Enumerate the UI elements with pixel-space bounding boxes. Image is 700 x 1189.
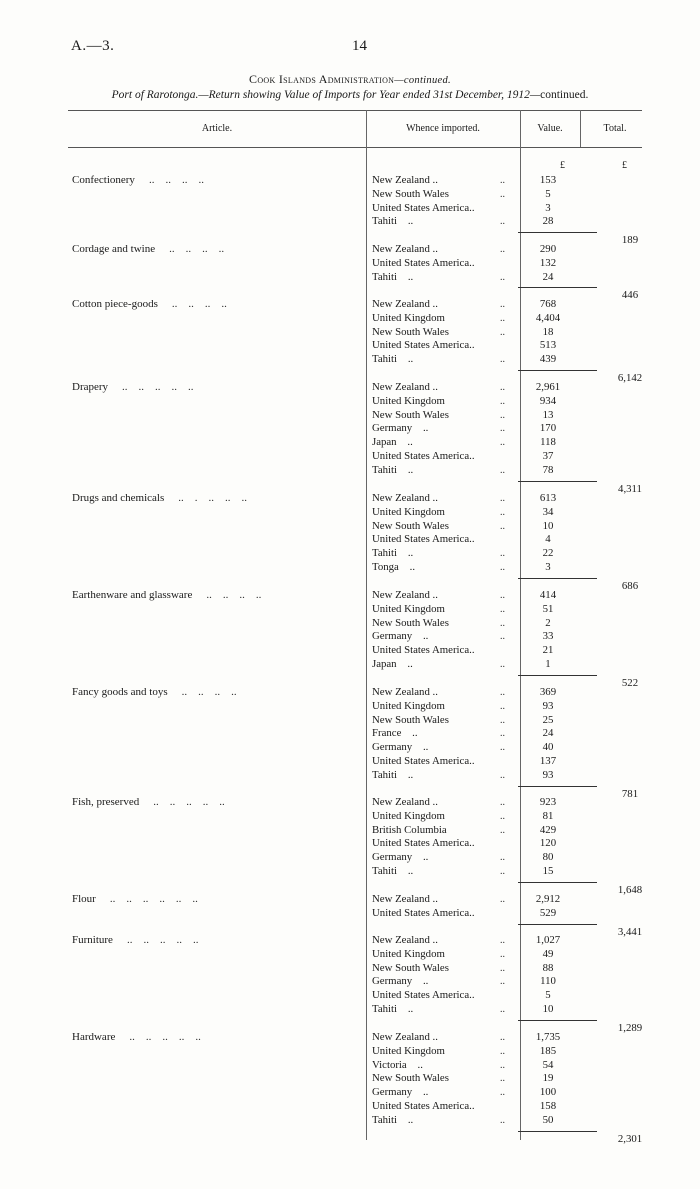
import-value: 50 [542,1113,554,1126]
origin-leader-dots: .. [500,810,505,822]
table-row [0,603,700,617]
origin-leader-dots: .. [500,603,505,615]
origin-country: New Zealand .. [372,298,438,310]
origin-country: Germany .. [372,741,429,754]
table-row [0,202,700,216]
table-row [0,893,700,907]
import-value: 1,027 [535,934,561,946]
article-total: 522 [621,676,639,689]
table-row [0,395,700,409]
origin-leader-dots: .. [500,326,505,338]
import-value: 34 [542,505,554,518]
table-row [0,520,700,534]
subtotal-rule [522,370,597,371]
article-leader-dots: .. .. .. .. .. .. [109,893,198,905]
subtitle-continued: continued. [540,89,589,101]
import-value: 49 [542,947,554,960]
table-row [0,1003,700,1017]
article-leader-dots: .. .. .. .. [169,243,225,255]
page-number: 14 [352,38,367,54]
table-row [0,644,700,658]
import-value: 54 [542,1058,554,1071]
origin-country: New Zealand .. [372,381,438,393]
table-row [0,409,700,423]
import-value: 37 [542,450,554,462]
import-value: 290 [539,243,557,255]
import-value: 768 [539,298,557,310]
article-label: Earthenware and glassware [72,589,193,601]
import-value: 132 [539,256,557,269]
subtotal-tick [518,578,522,579]
origin-leader-dots: .. [500,175,505,186]
origin-leader-dots: .. [500,894,505,905]
origin-country: United States America.. [372,256,475,269]
origin-leader-dots: .. [500,714,505,726]
table-row [0,989,700,1003]
origin-leader-dots: .. [500,1114,505,1126]
origin-leader-dots: .. [500,948,505,960]
import-value: 2,961 [535,381,561,393]
article-leader-dots: .. .. .. .. .. [153,796,225,808]
origin-country: New Zealand .. [372,492,438,504]
subtotal-tick [518,882,522,883]
import-value: 439 [539,353,557,366]
origin-country: Japan .. [372,658,413,670]
import-value: 80 [542,851,554,864]
column-header-whence: Whence imported. [406,123,480,134]
table-row [0,506,700,520]
origin-leader-dots: .. [500,548,505,560]
subtotal-rule [522,1131,597,1132]
table-row [0,630,700,644]
origin-country: Tonga .. [372,561,416,573]
import-value: 185 [539,1044,557,1057]
import-value: 18 [542,325,554,338]
subtotal-rule [522,882,597,883]
origin-country: Tahiti .. [372,865,414,877]
subtotal-rule [522,232,597,233]
article-label: Flour [72,893,96,905]
origin-country: New Zealand .. [372,589,438,601]
import-value: 4,404 [535,311,561,324]
subtotal-tick [518,786,522,787]
origin-country: United Kingdom [372,947,445,960]
origin-country: United States America.. [372,201,475,214]
article-leader-dots: .. .. .. .. .. [126,934,199,946]
page-subtitle [0,89,700,101]
origin-country: New South Wales [372,616,449,629]
table-row [0,741,700,755]
origin-country: United Kingdom [372,602,445,615]
origin-leader-dots: .. [500,976,505,988]
table-row [0,700,700,714]
origin-country: New South Wales [372,1072,449,1085]
origin-country: Victoria .. [372,1058,423,1071]
import-value: 923 [539,796,557,808]
origin-leader-dots: .. [500,631,505,643]
import-value: 33 [542,630,554,643]
import-value: 5 [545,187,551,200]
table-row [0,1059,700,1073]
origin-leader-dots: .. [500,769,505,781]
origin-country: New Zealand .. [372,174,438,186]
origin-leader-dots: .. [500,409,505,421]
import-value: 934 [539,394,557,407]
origin-leader-dots: .. [500,687,505,698]
origin-country: New South Wales [372,325,449,338]
origin-leader-dots: .. [500,728,505,740]
subtotal-rule [522,1020,597,1021]
origin-leader-dots: .. [500,464,505,476]
article-total: 6,142 [617,372,643,384]
import-value: 2 [545,616,551,629]
article-leader-dots: .. .. .. .. [171,298,227,310]
table-row [0,215,700,229]
origin-country: United States America.. [372,837,475,850]
subtotal-tick [518,1131,522,1132]
table-row [0,492,700,506]
column-header-article: Article. [201,123,233,134]
origin-country: United Kingdom [372,311,445,324]
article-total: 2,301 [617,1132,643,1145]
title-continued: —continued. [394,75,451,86]
table-row [0,339,700,353]
subtotal-tick [518,481,522,482]
subtotal-rule [522,675,597,676]
origin-leader-dots: .. [500,493,505,504]
origin-leader-dots: .. [500,1032,505,1043]
table-row [0,1045,700,1059]
article-label: Fancy goods and toys [72,686,168,698]
table-row [0,326,700,340]
import-value: 414 [539,589,557,601]
article-total: 781 [621,787,639,800]
table-row [0,1072,700,1086]
import-value: 15 [542,865,554,877]
origin-leader-dots: .. [500,244,505,255]
import-value: 5 [545,989,551,1002]
origin-country: Tahiti .. [372,353,414,366]
article-total: 4,311 [618,482,642,495]
origin-country: Germany .. [372,1086,429,1099]
article-leader-dots: .. .. .. .. .. [122,381,194,393]
origin-leader-dots: .. [500,395,505,407]
origin-country: New Zealand .. [372,686,438,698]
table-row [0,547,700,561]
import-value: 25 [542,713,554,726]
origin-country: Germany .. [372,851,429,864]
origin-country: New Zealand .. [372,243,438,255]
origin-leader-dots: .. [500,216,505,228]
import-value: 81 [542,809,554,822]
origin-country: Tahiti .. [372,547,414,560]
table-row [0,1100,700,1114]
table-row [0,257,700,271]
table-row [0,686,700,700]
subtotal-tick [518,232,522,233]
origin-leader-dots: .. [500,312,505,324]
origin-leader-dots: .. [500,562,505,573]
table-row [0,755,700,769]
import-value: 158 [539,1100,557,1112]
origin-country: United States America.. [372,906,475,919]
article-label: Drugs and chemicals [72,492,165,504]
origin-leader-dots: .. [500,437,505,449]
table-row [0,727,700,741]
import-value: 1,735 [535,1031,561,1043]
origin-country: United States America.. [372,755,475,767]
table-row [0,948,700,962]
origin-leader-dots: .. [500,866,505,877]
table-row [0,617,700,631]
table-row [0,714,700,728]
table-row [0,243,700,257]
import-value: 40 [542,741,554,754]
table-row [0,450,700,464]
import-value: 2,912 [535,893,561,905]
table-header-rule [68,147,642,148]
table-row [0,1031,700,1045]
table-row [0,824,700,838]
article-total: 446 [621,289,639,302]
table-row [0,533,700,547]
origin-country: Tahiti .. [372,463,414,476]
table-row [0,962,700,976]
origin-leader-dots: .. [500,1073,505,1085]
title-caps: Cook Islands Administration [249,72,395,86]
total-currency-symbol: £ [622,160,627,171]
origin-country: United States America.. [372,1100,475,1112]
subtotal-rule [522,287,597,288]
origin-country: New South Wales [372,713,449,726]
table-row [0,810,700,824]
table-row [0,271,700,285]
import-value: 613 [539,492,557,504]
subtotal-tick [518,1020,522,1021]
import-value: 13 [542,408,554,421]
import-value: 429 [539,823,557,836]
origin-leader-dots: .. [500,354,505,366]
article-label: Furniture [72,934,113,946]
origin-country: New Zealand .. [372,796,438,808]
import-value: 10 [542,1003,554,1015]
article-total: 189 [621,234,639,247]
subtotal-tick [518,370,522,371]
article-total: 1,289 [617,1021,643,1034]
import-value: 3 [545,561,551,573]
origin-country: Tahiti .. [372,768,414,781]
origin-country: New South Wales [372,519,449,532]
origin-country: United States America.. [372,644,475,657]
article-label: Drapery [72,381,109,393]
origin-country: United States America.. [372,339,475,352]
origin-country: United Kingdom [372,809,445,822]
origin-country: New Zealand .. [372,1031,438,1043]
origin-country: Tahiti .. [372,1113,414,1126]
import-value: 10 [542,519,554,532]
origin-leader-dots: .. [500,590,505,601]
origin-leader-dots: .. [500,506,505,518]
origin-country: New South Wales [372,961,449,974]
table-row [0,298,700,312]
column-header-value: Value. [537,123,563,134]
document-reference: A.—3. [71,38,115,54]
table-row [0,1114,700,1128]
table-row [0,422,700,436]
table-top-rule [68,110,642,111]
origin-leader-dots: .. [500,824,505,836]
article-label: Hardware [72,1031,116,1043]
import-value: 24 [542,270,554,283]
origin-leader-dots: .. [500,382,505,393]
table-row [0,381,700,395]
import-value: 51 [542,602,554,615]
import-value: 1 [545,658,551,670]
origin-leader-dots: .. [500,852,505,864]
article-label: Confectionery [72,174,135,186]
import-value: 170 [539,422,557,435]
origin-leader-dots: .. [500,1045,505,1057]
origin-leader-dots: .. [500,299,505,310]
import-value: 93 [542,699,554,712]
origin-country: France .. [372,727,418,740]
origin-country: United States America.. [372,533,475,546]
origin-leader-dots: .. [500,935,505,946]
table-row [0,934,700,948]
table-row [0,1086,700,1100]
table-row [0,769,700,783]
article-leader-dots: .. . .. .. .. [178,492,247,504]
table-row [0,436,700,450]
origin-country: New Zealand .. [372,893,438,905]
table-row [0,561,700,575]
origin-country: Germany .. [372,975,429,988]
article-label: Cotton piece-goods [72,298,158,310]
origin-leader-dots: .. [500,659,505,670]
import-value: 19 [542,1072,554,1085]
import-value: 529 [539,906,557,919]
origin-country: Tahiti .. [372,215,414,228]
subtotal-tick [518,924,522,925]
origin-country: New South Wales [372,187,449,200]
article-leader-dots: .. .. .. .. [181,686,237,698]
article-total: 686 [621,579,639,592]
value-currency-symbol: £ [560,160,565,171]
import-value: 78 [542,463,554,476]
import-value: 513 [539,339,557,352]
article-leader-dots: .. .. .. .. [148,174,204,186]
import-value: 120 [539,837,557,850]
subtotal-tick [518,287,522,288]
origin-country: United Kingdom [372,699,445,712]
table-row [0,796,700,810]
origin-leader-dots: .. [500,962,505,974]
origin-country: Tahiti .. [372,1003,414,1015]
table-row [0,837,700,851]
article-leader-dots: .. .. .. .. [206,589,262,601]
origin-country: Japan .. [372,436,413,449]
origin-country: Germany .. [372,630,429,643]
article-leader-dots: .. .. .. .. .. [129,1031,201,1043]
import-value: 100 [539,1086,557,1099]
import-value: 24 [542,727,554,740]
import-value: 137 [539,755,557,767]
table-row [0,975,700,989]
table-row [0,464,700,478]
import-value: 88 [542,961,554,974]
article-label: Fish, preserved [72,796,140,808]
table-row [0,907,700,921]
import-value: 3 [545,201,551,214]
column-header-total: Total. [603,123,627,134]
origin-leader-dots: .. [500,1059,505,1071]
subtotal-rule [522,786,597,787]
import-value: 28 [542,215,554,228]
origin-country: Germany .. [372,422,429,435]
subtitle-italic: Port of Rarotonga.—Return showing Value of Imports for Year ended 31st December, 1912— [111,89,541,101]
import-value: 22 [542,547,554,560]
article-label: Cordage and twine [72,243,156,255]
origin-leader-dots: .. [500,271,505,283]
table-row [0,851,700,865]
subtotal-rule [522,481,597,482]
article-total: 3,441 [617,925,643,938]
origin-country: United States America.. [372,450,475,462]
origin-leader-dots: .. [500,423,505,435]
table-row [0,174,700,188]
origin-leader-dots: .. [500,797,505,808]
page-title [0,72,700,87]
import-value: 21 [542,644,554,657]
origin-leader-dots: .. [500,700,505,712]
subtotal-rule [522,578,597,579]
origin-leader-dots: .. [500,188,505,200]
table-row [0,658,700,672]
subtotal-rule [522,924,597,925]
origin-leader-dots: .. [500,1004,505,1015]
import-value: 93 [542,768,554,781]
origin-leader-dots: .. [500,617,505,629]
article-total: 1,648 [617,883,643,896]
subtotal-tick [518,675,522,676]
origin-country: British Columbia [372,823,447,836]
table-row [0,589,700,603]
import-value: 153 [539,174,557,186]
origin-leader-dots: .. [500,742,505,754]
origin-country: New South Wales [372,408,449,421]
table-row [0,188,700,202]
table-row [0,865,700,879]
table-row [0,312,700,326]
origin-leader-dots: .. [500,520,505,532]
origin-country: Tahiti .. [372,270,414,283]
table-row [0,353,700,367]
origin-country: United Kingdom [372,1044,445,1057]
import-value: 118 [540,436,556,449]
origin-country: United States America.. [372,989,475,1002]
import-value: 4 [545,533,551,546]
origin-country: United Kingdom [372,394,445,407]
origin-country: New Zealand .. [372,934,438,946]
import-value: 110 [540,975,556,988]
origin-country: United Kingdom [372,505,445,518]
import-value: 369 [539,686,557,698]
origin-leader-dots: .. [500,1087,505,1099]
